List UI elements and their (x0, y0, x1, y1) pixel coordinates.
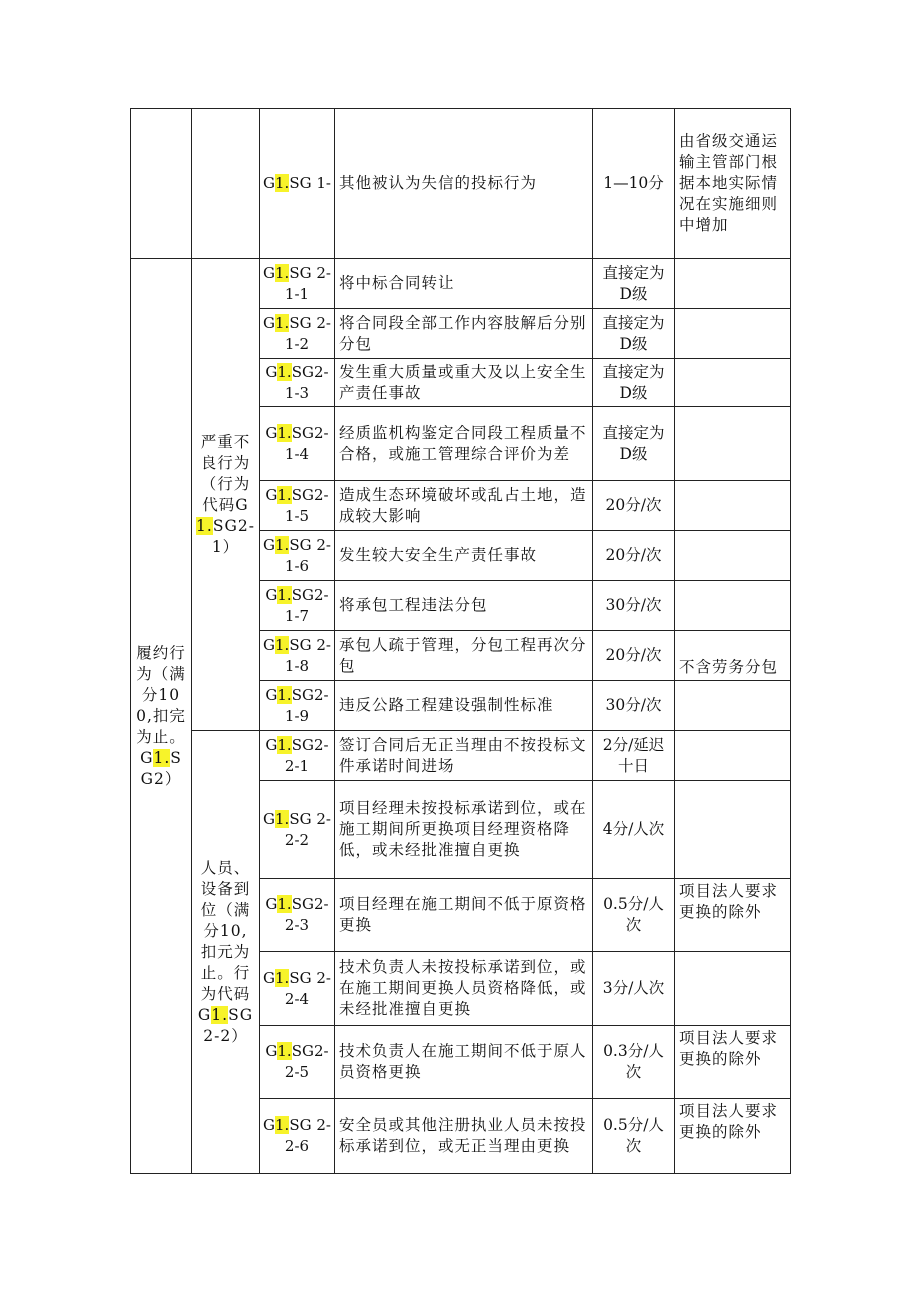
remark (675, 781, 791, 879)
remark (675, 407, 791, 481)
deduction-score: 直接定为D级 (593, 309, 675, 359)
table-row (131, 731, 791, 781)
deduction-score: 3分/人次 (593, 952, 675, 1026)
behavior-code: G1.SG2-1-7 (260, 581, 335, 631)
behavior-code: G1.SG2-2-5 (260, 1026, 335, 1099)
behavior-code: G1.SG 2-1-8 (260, 631, 335, 681)
empty-cell (131, 109, 192, 259)
behavior-description: 将合同段全部工作内容肢解后分别分包 (335, 309, 593, 359)
behavior-code: G1.SG2-1-5 (260, 481, 335, 531)
remark (675, 259, 791, 309)
behavior-code: G1.SG 1- (260, 109, 335, 259)
deduction-score: 0.3分/人次 (593, 1026, 675, 1099)
behavior-description: 技术负责人在施工期间不低于原人员资格更换 (335, 1026, 593, 1099)
remark (675, 731, 791, 781)
deduction-score: 2分/延迟十日 (593, 731, 675, 781)
remark (675, 481, 791, 531)
remark: 项目法人要求更换的除外 (675, 1026, 791, 1099)
table-row (131, 109, 791, 259)
behavior-description: 技术负责人未按投标承诺到位，或在施工期间更换人员资格降低，或未经批准擅自更换 (335, 952, 593, 1026)
deduction-score: 30分/次 (593, 581, 675, 631)
remark: 项目法人要求更换的除外 (675, 879, 791, 952)
behavior-description: 将承包工程违法分包 (335, 581, 593, 631)
behavior-description: 发生重大质量或重大及以上安全生产责任事故 (335, 359, 593, 407)
deduction-score: 20分/次 (593, 481, 675, 531)
deduction-score: 4分/人次 (593, 781, 675, 879)
remark: 项目法人要求更换的除外 (675, 1099, 791, 1174)
remark (675, 952, 791, 1026)
behavior-description: 承包人疏于管理，分包工程再次分包 (335, 631, 593, 681)
deduction-score: 0.5分/人次 (593, 1099, 675, 1174)
behavior-description: 安全员或其他注册执业人员未按投标承诺到位，或无正当理由更换 (335, 1099, 593, 1174)
behavior-description: 签订合同后无正当理由不按投标文件承诺时间进场 (335, 731, 593, 781)
behavior-description: 发生较大安全生产责任事故 (335, 531, 593, 581)
table-row (131, 259, 791, 309)
behavior-description: 项目经理未按投标承诺到位，或在施工期间所更换项目经理资格降低，或未经批准擅自更换 (335, 781, 593, 879)
subcategory-personnel: 人员、设备到位（满分10,扣元为止。行为代码G1.SG2-2） (192, 731, 260, 1174)
subcategory-serious: 严重不良行为（行为代码G1.SG2-1） (192, 259, 260, 731)
behavior-code: G1.SG2-1-3 (260, 359, 335, 407)
remark (675, 359, 791, 407)
behavior-code: G1.SG 2-1-6 (260, 531, 335, 581)
empty-cell (192, 109, 260, 259)
behavior-code: G1.SG2-1-9 (260, 681, 335, 731)
remark (675, 681, 791, 731)
deduction-score: 直接定为D级 (593, 407, 675, 481)
remark (675, 581, 791, 631)
behavior-description: 违反公路工程建设强制性标准 (335, 681, 593, 731)
remark (675, 309, 791, 359)
deduction-score: 直接定为D级 (593, 359, 675, 407)
behavior-code: G1.SG 2-2-4 (260, 952, 335, 1026)
category-cell: 履约行为（满分100,扣完为止。G1.SG2） (131, 259, 192, 1174)
remark: 不含劳务分包 (675, 631, 791, 681)
behavior-code: G1.SG 2-1-2 (260, 309, 335, 359)
behavior-code: G1.SG 2-2-6 (260, 1099, 335, 1174)
behavior-description: 造成生态环境破坏或乱占土地，造成较大影响 (335, 481, 593, 531)
behavior-code: G1.SG 2-2-2 (260, 781, 335, 879)
behavior-code: G1.SG2-2-3 (260, 879, 335, 952)
evaluation-table (130, 108, 791, 1174)
behavior-code: G1.SG2-1-4 (260, 407, 335, 481)
remark: 由省级交通运输主管部门根据本地实际情况在实施细则中增加 (675, 109, 791, 259)
behavior-code: G1.SG 2-1-1 (260, 259, 335, 309)
behavior-description: 将中标合同转让 (335, 259, 593, 309)
deduction-score: 1—10分 (593, 109, 675, 259)
behavior-description: 项目经理在施工期间不低于原资格更换 (335, 879, 593, 952)
deduction-score: 0.5分/人次 (593, 879, 675, 952)
behavior-description: 其他被认为失信的投标行为 (335, 109, 593, 259)
deduction-score: 直接定为D级 (593, 259, 675, 309)
deduction-score: 20分/次 (593, 531, 675, 581)
behavior-description: 经质监机构鉴定合同段工程质量不合格，或施工管理综合评价为差 (335, 407, 593, 481)
behavior-code: G1.SG2-2-1 (260, 731, 335, 781)
deduction-score: 20分/次 (593, 631, 675, 681)
deduction-score: 30分/次 (593, 681, 675, 731)
remark (675, 531, 791, 581)
